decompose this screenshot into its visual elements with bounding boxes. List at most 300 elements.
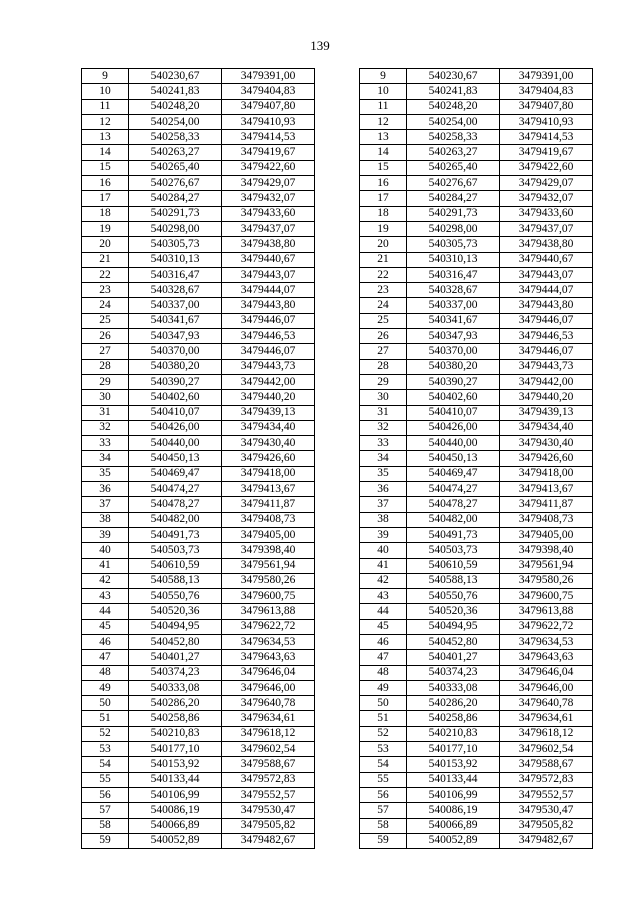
table-row [82,482,593,497]
right-coord-y-cell: 3479444,07 [500,283,593,298]
right-coord-x-cell: 540347,93 [407,329,500,344]
left-point-number-cell: 43 [82,589,129,604]
left-coord-y-cell: 3479443,73 [222,359,315,374]
right-point-number-cell: 52 [360,726,407,741]
left-point-number-cell: 28 [82,359,129,374]
left-point-number-cell: 33 [82,436,129,451]
table-row [82,573,593,588]
left-coord-x-cell: 540086,19 [129,803,222,818]
table-row [82,390,593,405]
right-coord-y-cell: 3479398,40 [500,543,593,558]
table-row [82,543,593,558]
right-point-number-cell: 48 [360,665,407,680]
right-point-number-cell: 18 [360,206,407,221]
table-row [82,711,593,726]
right-coord-y-cell: 3479440,67 [500,252,593,267]
left-coord-y-cell: 3479438,80 [222,237,315,252]
table-row [82,696,593,711]
column-gap [315,160,360,175]
left-coord-x-cell: 540341,67 [129,313,222,328]
right-coord-x-cell: 540588,13 [407,573,500,588]
left-coord-x-cell: 540328,67 [129,283,222,298]
table-row [82,206,593,221]
left-coord-y-cell: 3479634,53 [222,634,315,649]
left-coord-y-cell: 3479440,67 [222,252,315,267]
table-row [82,283,593,298]
right-point-number-cell: 56 [360,787,407,802]
left-coord-y-cell: 3479432,07 [222,191,315,206]
column-gap [315,252,360,267]
left-point-number-cell: 49 [82,680,129,695]
right-point-number-cell: 19 [360,221,407,236]
left-point-number-cell: 44 [82,604,129,619]
left-coord-y-cell: 3479418,00 [222,466,315,481]
right-coord-x-cell: 540258,33 [407,130,500,145]
right-coord-x-cell: 540210,83 [407,726,500,741]
left-coord-x-cell: 540478,27 [129,497,222,512]
right-coord-x-cell: 540265,40 [407,160,500,175]
right-coord-x-cell: 540469,47 [407,466,500,481]
right-coord-y-cell: 3479439,13 [500,405,593,420]
left-coord-x-cell: 540241,83 [129,84,222,99]
left-point-number-cell: 58 [82,818,129,833]
right-coord-x-cell: 540106,99 [407,787,500,802]
left-coord-x-cell: 540494,95 [129,619,222,634]
column-gap [315,237,360,252]
right-point-number-cell: 26 [360,329,407,344]
left-coord-y-cell: 3479643,63 [222,650,315,665]
right-point-number-cell: 43 [360,589,407,604]
column-gap [315,482,360,497]
right-point-number-cell: 37 [360,497,407,512]
left-coord-y-cell: 3479646,00 [222,680,315,695]
left-point-number-cell: 38 [82,512,129,527]
left-coord-y-cell: 3479439,13 [222,405,315,420]
table-row [82,191,593,206]
column-gap [315,451,360,466]
column-gap [315,619,360,634]
left-point-number-cell: 26 [82,329,129,344]
column-gap [315,604,360,619]
right-point-number-cell: 59 [360,833,407,848]
left-point-number-cell: 39 [82,527,129,542]
right-coord-y-cell: 3479634,53 [500,634,593,649]
right-coord-y-cell: 3479419,67 [500,145,593,160]
right-coord-x-cell: 540474,27 [407,482,500,497]
right-coord-y-cell: 3479505,82 [500,818,593,833]
right-coord-x-cell: 540298,00 [407,221,500,236]
table-row [82,130,593,145]
right-coord-x-cell: 540520,36 [407,604,500,619]
right-point-number-cell: 24 [360,298,407,313]
right-coord-x-cell: 540610,59 [407,558,500,573]
column-gap [315,99,360,114]
right-point-number-cell: 14 [360,145,407,160]
right-coord-y-cell: 3479646,04 [500,665,593,680]
right-coord-x-cell: 540503,73 [407,543,500,558]
left-coord-y-cell: 3479444,07 [222,283,315,298]
left-coord-x-cell: 540284,27 [129,191,222,206]
right-coord-x-cell: 540305,73 [407,237,500,252]
right-point-number-cell: 22 [360,267,407,282]
left-point-number-cell: 9 [82,69,129,84]
right-point-number-cell: 20 [360,237,407,252]
left-coord-y-cell: 3479443,80 [222,298,315,313]
left-coord-y-cell: 3479411,87 [222,497,315,512]
column-gap [315,650,360,665]
left-coord-y-cell: 3479646,04 [222,665,315,680]
left-coord-x-cell: 540106,99 [129,787,222,802]
right-point-number-cell: 30 [360,390,407,405]
column-gap [315,803,360,818]
right-point-number-cell: 39 [360,527,407,542]
left-point-number-cell: 16 [82,176,129,191]
right-coord-y-cell: 3479442,00 [500,374,593,389]
right-coord-y-cell: 3479391,00 [500,69,593,84]
left-point-number-cell: 13 [82,130,129,145]
left-coord-x-cell: 540265,40 [129,160,222,175]
column-gap [315,665,360,680]
left-point-number-cell: 50 [82,696,129,711]
right-coord-y-cell: 3479446,07 [500,344,593,359]
right-coord-y-cell: 3479580,26 [500,573,593,588]
column-gap [315,359,360,374]
right-point-number-cell: 31 [360,405,407,420]
left-point-number-cell: 31 [82,405,129,420]
left-point-number-cell: 48 [82,665,129,680]
table-row [82,221,593,236]
left-coord-x-cell: 540491,73 [129,527,222,542]
column-gap [315,787,360,802]
right-coord-x-cell: 540440,00 [407,436,500,451]
right-coord-y-cell: 3479618,12 [500,726,593,741]
right-coord-x-cell: 540380,20 [407,359,500,374]
right-point-number-cell: 32 [360,420,407,435]
column-gap [315,298,360,313]
left-coord-y-cell: 3479572,83 [222,772,315,787]
right-coord-x-cell: 540450,13 [407,451,500,466]
column-gap [315,833,360,848]
column-gap [315,696,360,711]
left-point-number-cell: 52 [82,726,129,741]
left-coord-y-cell: 3479422,60 [222,160,315,175]
left-point-number-cell: 32 [82,420,129,435]
right-coord-x-cell: 540494,95 [407,619,500,634]
table-row [82,344,593,359]
right-coord-y-cell: 3479446,53 [500,329,593,344]
right-coord-y-cell: 3479530,47 [500,803,593,818]
right-coord-y-cell: 3479413,67 [500,482,593,497]
right-coord-y-cell: 3479588,67 [500,757,593,772]
right-point-number-cell: 41 [360,558,407,573]
table-row [82,329,593,344]
left-coord-x-cell: 540390,27 [129,374,222,389]
table-row [82,267,593,282]
right-point-number-cell: 28 [360,359,407,374]
left-coord-y-cell: 3479600,75 [222,589,315,604]
table-row [82,451,593,466]
right-coord-y-cell: 3479646,00 [500,680,593,695]
left-coord-x-cell: 540426,00 [129,420,222,435]
left-coord-x-cell: 540520,36 [129,604,222,619]
right-point-number-cell: 10 [360,84,407,99]
column-gap [315,742,360,757]
left-coord-x-cell: 540177,10 [129,742,222,757]
right-point-number-cell: 49 [360,680,407,695]
left-point-number-cell: 12 [82,114,129,129]
column-gap [315,267,360,282]
left-coord-y-cell: 3479446,07 [222,313,315,328]
left-coord-x-cell: 540374,23 [129,665,222,680]
right-coord-y-cell: 3479600,75 [500,589,593,604]
right-coord-y-cell: 3479411,87 [500,497,593,512]
right-coord-y-cell: 3479414,53 [500,130,593,145]
table-row [82,405,593,420]
left-coord-x-cell: 540410,07 [129,405,222,420]
right-point-number-cell: 36 [360,482,407,497]
right-coord-x-cell: 540153,92 [407,757,500,772]
table-row [82,160,593,175]
left-coord-y-cell: 3479429,07 [222,176,315,191]
right-point-number-cell: 27 [360,344,407,359]
left-coord-y-cell: 3479442,00 [222,374,315,389]
right-point-number-cell: 16 [360,176,407,191]
left-point-number-cell: 14 [82,145,129,160]
right-point-number-cell: 50 [360,696,407,711]
left-coord-y-cell: 3479618,12 [222,726,315,741]
column-gap [315,466,360,481]
right-coord-y-cell: 3479432,07 [500,191,593,206]
right-point-number-cell: 12 [360,114,407,129]
right-point-number-cell: 55 [360,772,407,787]
column-gap [315,405,360,420]
right-coord-x-cell: 540401,27 [407,650,500,665]
table-row [82,604,593,619]
right-coord-x-cell: 540052,89 [407,833,500,848]
column-gap [315,390,360,405]
right-coord-x-cell: 540410,07 [407,405,500,420]
left-coord-x-cell: 540210,83 [129,726,222,741]
left-coord-y-cell: 3479446,53 [222,329,315,344]
left-coord-x-cell: 540347,93 [129,329,222,344]
table-row [82,237,593,252]
left-coord-x-cell: 540469,47 [129,466,222,481]
coordinates-table [81,68,593,849]
right-coord-x-cell: 540374,23 [407,665,500,680]
table-row [82,99,593,114]
right-point-number-cell: 53 [360,742,407,757]
right-point-number-cell: 46 [360,634,407,649]
right-coord-y-cell: 3479407,80 [500,99,593,114]
right-coord-x-cell: 540248,20 [407,99,500,114]
right-coord-x-cell: 540133,44 [407,772,500,787]
left-coord-x-cell: 540588,13 [129,573,222,588]
right-coord-y-cell: 3479422,60 [500,160,593,175]
column-gap [315,757,360,772]
right-coord-y-cell: 3479572,83 [500,772,593,787]
table-row [82,634,593,649]
left-point-number-cell: 35 [82,466,129,481]
right-coord-x-cell: 540390,27 [407,374,500,389]
right-coord-x-cell: 540286,20 [407,696,500,711]
left-coord-x-cell: 540263,27 [129,145,222,160]
left-coord-x-cell: 540482,00 [129,512,222,527]
table-row [82,787,593,802]
right-coord-x-cell: 540086,19 [407,803,500,818]
column-gap [315,634,360,649]
right-coord-x-cell: 540452,80 [407,634,500,649]
left-coord-x-cell: 540291,73 [129,206,222,221]
left-coord-y-cell: 3479430,40 [222,436,315,451]
right-coord-x-cell: 540316,47 [407,267,500,282]
table-row [82,313,593,328]
table-row [82,650,593,665]
right-coord-y-cell: 3479443,73 [500,359,593,374]
left-point-number-cell: 22 [82,267,129,282]
right-point-number-cell: 47 [360,650,407,665]
left-coord-y-cell: 3479407,80 [222,99,315,114]
left-coord-x-cell: 540258,86 [129,711,222,726]
column-gap [315,283,360,298]
column-gap [315,313,360,328]
left-coord-x-cell: 540305,73 [129,237,222,252]
left-coord-x-cell: 540402,60 [129,390,222,405]
table-row [82,252,593,267]
column-gap [315,589,360,604]
left-point-number-cell: 18 [82,206,129,221]
right-point-number-cell: 42 [360,573,407,588]
column-gap [315,329,360,344]
left-coord-x-cell: 540133,44 [129,772,222,787]
right-coord-y-cell: 3479437,07 [500,221,593,236]
right-coord-y-cell: 3479440,20 [500,390,593,405]
table-row [82,436,593,451]
column-gap [315,221,360,236]
left-coord-y-cell: 3479634,61 [222,711,315,726]
right-point-number-cell: 9 [360,69,407,84]
left-point-number-cell: 40 [82,543,129,558]
left-coord-y-cell: 3479561,94 [222,558,315,573]
right-coord-x-cell: 540426,00 [407,420,500,435]
right-coord-x-cell: 540230,67 [407,69,500,84]
table-row [82,833,593,848]
left-point-number-cell: 24 [82,298,129,313]
left-coord-x-cell: 540550,76 [129,589,222,604]
left-coord-x-cell: 540298,00 [129,221,222,236]
right-coord-x-cell: 540482,00 [407,512,500,527]
left-point-number-cell: 53 [82,742,129,757]
left-coord-y-cell: 3479505,82 [222,818,315,833]
left-point-number-cell: 20 [82,237,129,252]
left-coord-y-cell: 3479443,07 [222,267,315,282]
left-point-number-cell: 23 [82,283,129,298]
right-coord-y-cell: 3479430,40 [500,436,593,451]
left-point-number-cell: 19 [82,221,129,236]
page-number: 139 [310,38,330,53]
left-coord-x-cell: 540066,89 [129,818,222,833]
right-coord-y-cell: 3479622,72 [500,619,593,634]
left-point-number-cell: 36 [82,482,129,497]
column-gap [315,130,360,145]
right-coord-x-cell: 540337,00 [407,298,500,313]
right-coord-y-cell: 3479429,07 [500,176,593,191]
column-gap [315,726,360,741]
left-point-number-cell: 21 [82,252,129,267]
right-coord-y-cell: 3479410,93 [500,114,593,129]
left-coord-y-cell: 3479419,67 [222,145,315,160]
table-row [82,374,593,389]
right-coord-y-cell: 3479602,54 [500,742,593,757]
column-gap [315,420,360,435]
left-point-number-cell: 41 [82,558,129,573]
table-row [82,589,593,604]
right-coord-x-cell: 540370,00 [407,344,500,359]
table-row [82,665,593,680]
right-coord-x-cell: 540402,60 [407,390,500,405]
left-coord-y-cell: 3479405,00 [222,527,315,542]
left-coord-x-cell: 540337,00 [129,298,222,313]
right-point-number-cell: 40 [360,543,407,558]
right-coord-x-cell: 540258,86 [407,711,500,726]
right-coord-x-cell: 540284,27 [407,191,500,206]
left-coord-y-cell: 3479414,53 [222,130,315,145]
right-point-number-cell: 54 [360,757,407,772]
right-point-number-cell: 33 [360,436,407,451]
right-coord-y-cell: 3479634,61 [500,711,593,726]
right-point-number-cell: 34 [360,451,407,466]
right-coord-y-cell: 3479482,67 [500,833,593,848]
left-coord-y-cell: 3479391,00 [222,69,315,84]
left-coord-x-cell: 540440,00 [129,436,222,451]
right-point-number-cell: 21 [360,252,407,267]
column-gap [315,558,360,573]
column-gap [315,145,360,160]
left-coord-x-cell: 540610,59 [129,558,222,573]
left-point-number-cell: 11 [82,99,129,114]
left-coord-y-cell: 3479482,67 [222,833,315,848]
table-row [82,803,593,818]
left-coord-x-cell: 540276,67 [129,176,222,191]
table-row [82,619,593,634]
left-coord-x-cell: 540380,20 [129,359,222,374]
table-body [82,69,593,849]
left-coord-y-cell: 3479530,47 [222,803,315,818]
column-gap [315,84,360,99]
right-point-number-cell: 58 [360,818,407,833]
left-point-number-cell: 55 [82,772,129,787]
right-point-number-cell: 29 [360,374,407,389]
left-coord-y-cell: 3479398,40 [222,543,315,558]
left-coord-x-cell: 540310,13 [129,252,222,267]
right-coord-y-cell: 3479426,60 [500,451,593,466]
right-coord-x-cell: 540263,27 [407,145,500,160]
table-row [82,176,593,191]
column-gap [315,191,360,206]
table-row [82,818,593,833]
left-coord-x-cell: 540474,27 [129,482,222,497]
left-coord-y-cell: 3479413,67 [222,482,315,497]
left-coord-x-cell: 540333,08 [129,680,222,695]
right-coord-x-cell: 540241,83 [407,84,500,99]
left-point-number-cell: 46 [82,634,129,649]
column-gap [315,543,360,558]
right-point-number-cell: 17 [360,191,407,206]
left-point-number-cell: 57 [82,803,129,818]
left-coord-x-cell: 540401,27 [129,650,222,665]
right-coord-x-cell: 540341,67 [407,313,500,328]
left-coord-y-cell: 3479437,07 [222,221,315,236]
left-point-number-cell: 51 [82,711,129,726]
